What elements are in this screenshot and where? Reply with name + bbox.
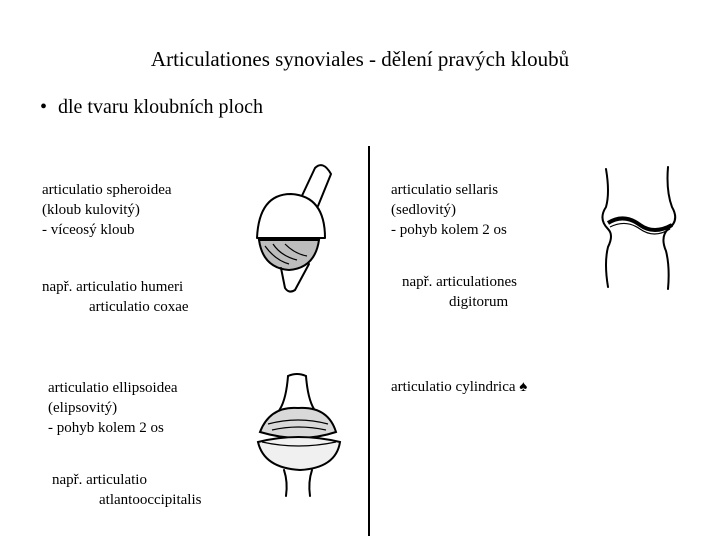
ball-socket-joint-icon <box>245 160 345 300</box>
sellaris-examples <box>402 272 517 312</box>
ellipsoidea-desc1: (elipsovitý) <box>48 400 118 416</box>
spade-icon: ♠ <box>519 379 528 395</box>
spheroidea-desc2: - víceosý kloub <box>42 222 135 238</box>
sellaris-desc2: - pohyb kolem 2 os <box>391 222 507 238</box>
sellaris-description <box>391 180 507 240</box>
sellaris-example2: digitorum <box>449 294 509 310</box>
spheroidea-description <box>42 180 172 240</box>
sellaris-desc1: (sedlovitý) <box>391 202 456 218</box>
cylindrica-name: articulatio cylindrica <box>391 379 516 395</box>
ellipsoidea-description <box>48 378 178 438</box>
spheroidea-example1: např. articulatio humeri <box>42 279 184 295</box>
bullet-symbol: • <box>40 96 48 118</box>
ellipsoid-joint-icon <box>250 372 350 502</box>
spheroidea-example2: articulatio coxae <box>89 299 189 315</box>
ellipsoidea-name: articulatio ellipsoidea <box>48 380 178 396</box>
sellaris-name: articulatio sellaris <box>391 182 499 198</box>
column-divider <box>368 146 370 536</box>
sellaris-example1: např. articulationes <box>402 274 517 290</box>
ellipsoidea-examples <box>52 470 201 510</box>
ellipsoidea-example2: atlantooccipitalis <box>99 492 202 508</box>
bullet-text: dle tvaru kloubních ploch <box>58 96 263 118</box>
page-title: Articulationes synoviales - dělení pravých kloubů <box>150 47 570 71</box>
cylindrica-description <box>391 377 527 397</box>
spheroidea-name: articulatio spheroidea <box>42 182 172 198</box>
spheroidea-examples <box>42 277 189 317</box>
ellipsoidea-example1: např. articulatio <box>52 472 147 488</box>
saddle-joint-icon <box>596 163 686 293</box>
ellipsoidea-desc2: - pohyb kolem 2 os <box>48 420 164 436</box>
spheroidea-desc1: (kloub kulovitý) <box>42 202 140 218</box>
bullet-point <box>40 96 263 119</box>
